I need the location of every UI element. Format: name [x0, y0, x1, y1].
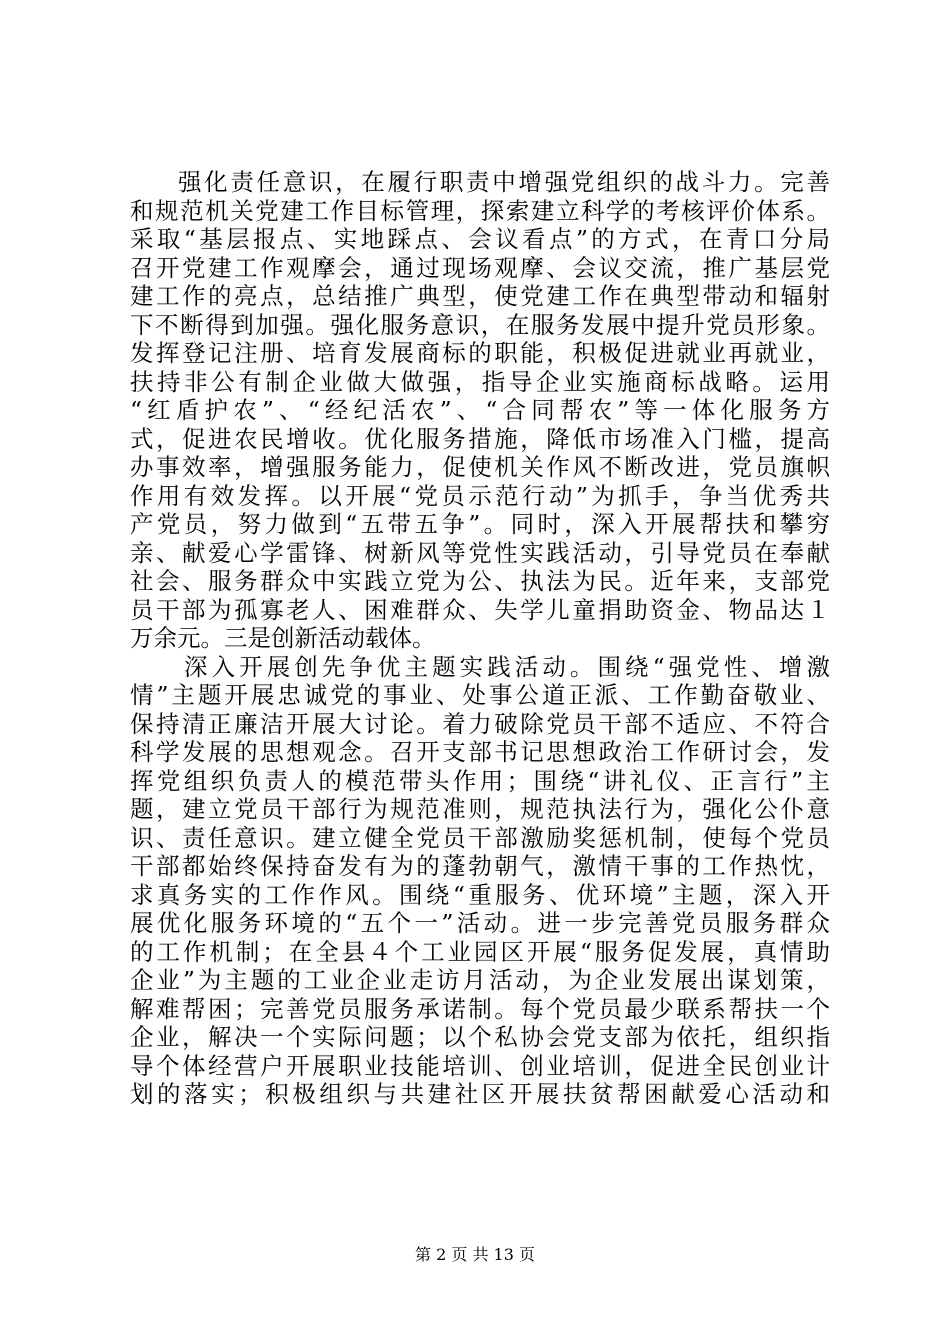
- text-line: 建工作的亮点，总结推广典型，使党建工作在典型带动和辐射: [130, 282, 830, 310]
- text-line: “红盾护农”、“经纪活农”、“合同帮农”等一体化服务方: [130, 396, 830, 424]
- text-line: 导个体经营户开展职业技能培训、创业培训，促进全民创业计: [130, 1051, 830, 1080]
- text-line: 干部都始终保持奋发有为的蓬勃朝气，激情干事的工作热忱，: [130, 852, 830, 880]
- page-number-footer: 第 2 页 共 13 页: [415, 1245, 535, 1264]
- body-text: [130, 168, 830, 1109]
- text-line: 企业，解决一个实际问题；以个私协会党支部为依托，组织指: [130, 1023, 830, 1051]
- text-line: 员干部为孤寡老人、困难群众、失学儿童捐助资金、物品达１: [130, 595, 830, 624]
- text-line: 发挥登记注册、培育发展商标的职能，积极促进就业再就业，: [130, 339, 830, 367]
- text-line: 社会、服务群众中实践立党为公、执法为民。近年来，支部党: [130, 567, 830, 595]
- text-line: 采取“基层报点、实地踩点、会议看点”的方式，在青口分局: [130, 225, 830, 253]
- text-line: 识、责任意识。建立健全党员干部激励奖惩机制，使每个党员: [130, 823, 830, 852]
- text-line: 和规范机关党建工作目标管理，探索建立科学的考核评价体系。: [130, 196, 830, 225]
- text-line: 题，建立党员干部行为规范准则，规范执法行为，强化公仆意: [130, 795, 830, 823]
- text-line: 扶持非公有制企业做大做强，指导企业实施商标战略。运用: [130, 367, 830, 396]
- text-line: 产党员，努力做到“五带五争”。同时，深入开展帮扶和攀穷: [130, 510, 830, 538]
- text-line: 求真务实的工作作风。围绕“重服务、优环境”主题，深入开: [130, 880, 830, 909]
- text-line: 挥党组织负责人的模范带头作用；围绕“讲礼仪、正言行”主: [130, 766, 830, 795]
- text-line: 办事效率，增强服务能力，促使机关作风不断改进，党员旗帜: [130, 453, 830, 481]
- text-line: 保持清正廉洁开展大讨论。着力破除党员干部不适应、不符合: [130, 709, 830, 738]
- text-line: 召开党建工作观摩会，通过现场观摩、会议交流，推广基层党: [130, 253, 830, 282]
- text-line: 解难帮困；完善党员服务承诺制。每个党员最少联系帮扶一个: [130, 994, 830, 1023]
- text-line: 强化责任意识，在履行职责中增强党组织的战斗力。完善: [178, 168, 830, 196]
- text-line: 深入开展创先争优主题实践活动。围绕“强党性、增激: [184, 652, 830, 681]
- text-line: 划的落实；积极组织与共建社区开展扶贫帮困献爱心活动和: [130, 1080, 830, 1108]
- text-line: 科学发展的思想观念。召开支部书记思想政治工作研讨会，发: [130, 738, 830, 766]
- text-line: 作用有效发挥。以开展“党员示范行动”为抓手，争当优秀共: [130, 481, 830, 510]
- text-line: 展优化服务环境的“五个一”活动。进一步完善党员服务群众: [130, 909, 830, 937]
- text-line: 的工作机制；在全县４个工业园区开展“服务促发展，真情助: [130, 937, 830, 966]
- text-line: 万余元。三是创新活动载体。: [130, 624, 436, 652]
- text-line: 企业”为主题的工业企业走访月活动，为企业发展出谋划策，: [130, 966, 830, 994]
- text-line: 亲、献爱心学雷锋、树新风等党性实践活动，引导党员在奉献: [130, 538, 830, 567]
- text-line: 下不断得到加强。强化服务意识，在服务发展中提升党员形象。: [130, 310, 830, 339]
- text-line: 式，促进农民增收。优化服务措施，降低市场准入门槛，提高: [130, 424, 830, 453]
- text-line: 情”主题开展忠诚党的事业、处事公道正派、工作勤奋敬业、: [130, 681, 830, 709]
